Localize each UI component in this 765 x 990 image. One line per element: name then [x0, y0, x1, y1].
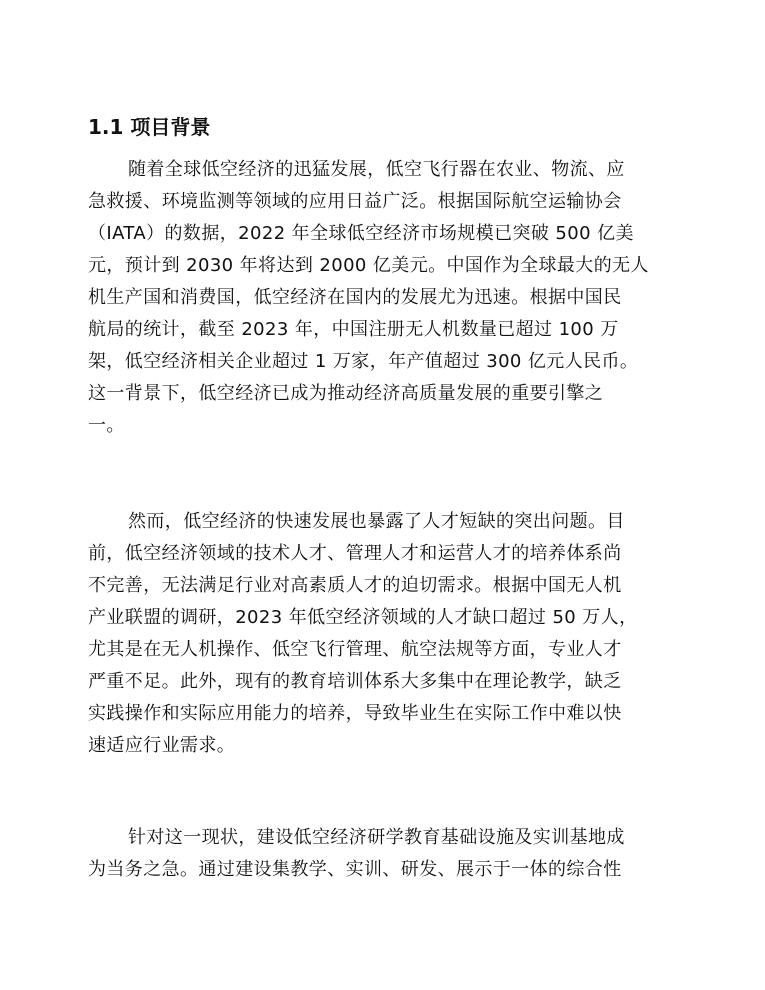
- paragraph-line: 尤其是在无人机操作、低空飞行管理、航空法规等方面，专业人才: [88, 639, 622, 660]
- paragraph-2: [88, 506, 678, 762]
- paragraph-3: [88, 822, 678, 886]
- paragraph-line: 为当务之急。通过建设集教学、实训、研发、展示于一体的综合性: [88, 859, 622, 880]
- paragraph-line: 严重不足。此外，现有的教育培训体系大多集中在理论教学，缺乏: [88, 671, 622, 692]
- paragraph-line: 急救援、环境监测等领域的应用日益广泛。根据国际航空运输协会: [88, 191, 622, 212]
- paragraph-1: [88, 154, 678, 442]
- paragraph-line: 元，预计到 2030 年将达到 2000 亿美元。中国作为全球最大的无人: [88, 255, 649, 276]
- paragraph-line: 速适应行业需求。: [88, 735, 236, 756]
- paragraph-line: 不完善，无法满足行业对高素质人才的迫切需求。根据中国无人机: [88, 575, 622, 596]
- paragraph-line: 机生产国和消费国，低空经济在国内的发展尤为迅速。根据中国民: [88, 287, 622, 308]
- paragraph-line: 这一背景下，低空经济已成为推动经济高质量发展的重要引擎之: [88, 383, 604, 404]
- paragraph-line: 架，低空经济相关企业超过 1 万家，年产值超过 300 亿元人民币。: [88, 351, 639, 372]
- paragraph-line: 实践操作和实际应用能力的培养，导致毕业生在实际工作中难以快: [88, 703, 622, 724]
- section-heading: 1.1 项目背景: [88, 115, 211, 139]
- paragraph-line: 一。: [88, 415, 125, 436]
- paragraph-line: 然而，低空经济的快速发展也暴露了人才短缺的突出问题。目: [128, 511, 625, 532]
- paragraph-line: 航局的统计，截至 2023 年，中国注册无人机数量已超过 100 万: [88, 319, 619, 340]
- paragraph-line: 随着全球低空经济的迅猛发展，低空飞行器在农业、物流、应: [128, 159, 625, 180]
- paragraph-line: 产业联盟的调研，2023 年低空经济领域的人才缺口超过 50 万人，: [88, 607, 638, 628]
- paragraph-line: （IATA）的数据，2022 年全球低空经济市场规模已突破 500 亿美: [88, 223, 634, 244]
- paragraph-line: 针对这一现状，建设低空经济研学教育基础设施及实训基地成: [128, 827, 625, 848]
- paragraph-line: 前，低空经济领域的技术人才、管理人才和运营人才的培养体系尚: [88, 543, 622, 564]
